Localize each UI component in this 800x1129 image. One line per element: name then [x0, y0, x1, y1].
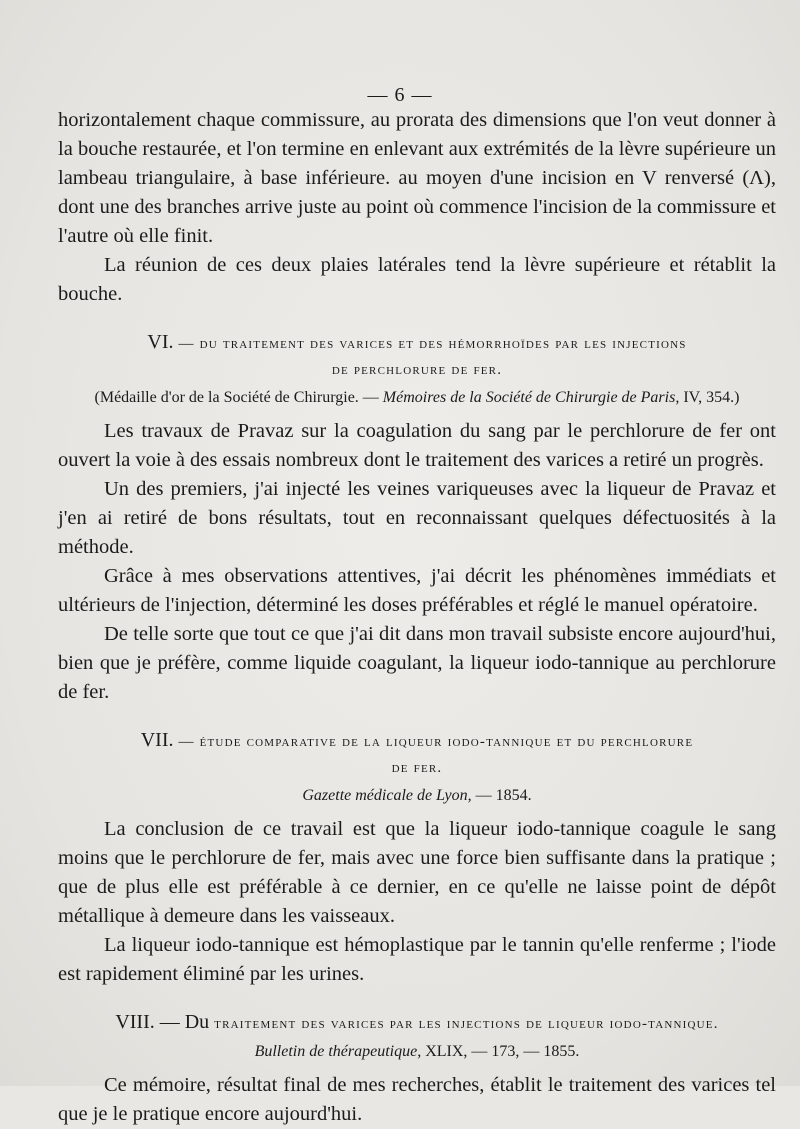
section-6-title-line2: de perchlorure de fer. [331, 362, 503, 378]
section-8-lead: — Du [159, 1011, 215, 1033]
section-8-source-journal: Bulletin de thérapeutique, [254, 1043, 422, 1060]
section-6-source-plain: (Médaille d'or de la Société de Chirurgie. — [94, 389, 383, 406]
section-6-paragraph-1: Les travaux de Pravaz sur la coagulation du sang par le perchlorure de fer ont ouvert la voie à des essais nombreux dont le traitement des varices a retiré un progrès. [58, 420, 776, 471]
section-7-title-line2: de fer. [391, 760, 443, 776]
section-7-paragraph-1: La conclusion de ce travail est que la liqueur iodo-tannique coagule le sang moins que le perchlorure de fer, mais avec une force bien suffisante dans la pratique ; que de plus elle est préférable à ce dernier, en ce qu'elle ne laisse point de dépôt métallique à demeure dans les vaisseaux. [58, 818, 776, 927]
section-6-source-ref: IV, 354.) [679, 389, 740, 406]
intro-paragraph-1: horizontalement chaque commissure, au prorata des dimensions que l'on veut donner à la bouche restaurée, et l'on termine en enlevant aux extrémités de la lèvre supérieure un lambeau triangulaire, à base inférieure. au moyen d'une incision en V renversé (Λ), dont une des branches arrive juste au point où commence l'incision de la commissure et l'autre où elle finit. [58, 109, 776, 247]
section-6-source [58, 385, 776, 411]
section-7-paragraph-2: La liqueur iodo-tannique est hémoplastique par le tannin qu'elle renferme ; l'iode est rapidement éliminé par les urines. [58, 934, 776, 985]
page-number: — 6 — [367, 84, 433, 106]
section-6-heading [58, 329, 776, 383]
section-7-heading [58, 727, 776, 781]
intro-paragraph-2: La réunion de ces deux plaies latérales tend la lèvre supérieure et rétablit la bouche. [58, 254, 776, 305]
section-7-numeral: VII. [140, 729, 174, 751]
section-6-title-line1: — du traitement des varices et des hémorrhoïdes par les injections [178, 336, 687, 352]
section-6-paragraph-4: De telle sorte que tout ce que j'ai dit dans mon travail subsiste encore aujourd'hui, bien que je préfère, comme liquide coagulant, la liqueur iodo-tannique au perchlorure de fer. [58, 623, 776, 703]
section-6-source-journal: Mémoires de la Société de Chirurgie de Paris, [382, 389, 680, 406]
section-6-paragraph-2: Un des premiers, j'ai injecté les veines variqueuses avec la liqueur de Pravaz et j'en ai retiré de bons résultats, tout en reconnaissant quelques défectuosités à la méthode. [58, 478, 776, 558]
section-8-title-line1: traitement des varices par les injections de liqueur iodo-tannique. [214, 1016, 719, 1032]
section-7-source-ref: — 1854. [471, 787, 532, 804]
section-8-source [58, 1039, 776, 1065]
page-body [58, 106, 776, 1129]
section-8-paragraph-1: Ce mémoire, résultat final de mes recherches, établit le traitement des varices tel que je le pratique encore aujourd'hui. [58, 1074, 776, 1125]
section-7-source-journal: Gazette médicale de Lyon, [302, 787, 472, 804]
section-8-numeral: VIII. [115, 1011, 155, 1033]
section-6-paragraph-3: Grâce à mes observations attentives, j'ai décrit les phénomènes immédiats et ultérieurs de l'injection, déterminé les doses préférables et réglé le manuel opératoire. [58, 565, 776, 616]
section-7-title-line1: — étude comparative de la liqueur iodo-tannique et du perchlorure [178, 734, 694, 750]
section-6-numeral: VI. [147, 331, 174, 353]
section-8-heading [58, 1009, 776, 1037]
section-8-source-ref: XLIX, — 173, — 1855. [421, 1043, 580, 1060]
section-7-source [58, 783, 776, 809]
